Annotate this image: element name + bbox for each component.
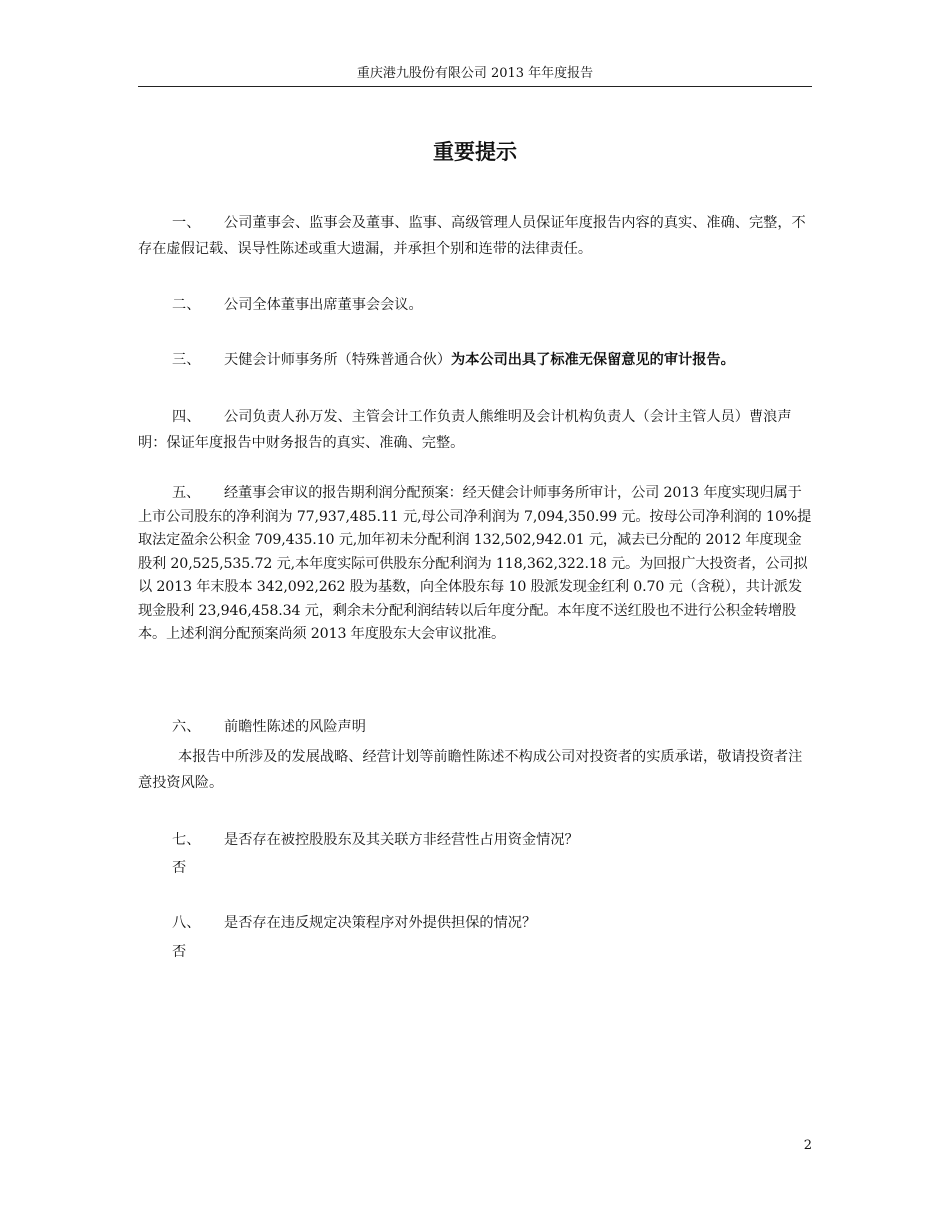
item-8: [138, 910, 812, 936]
page-number: 2: [803, 1138, 812, 1153]
item-6-body: 本报告中所涉及的发展战略、经营计划等前瞻性陈述不构成公司对投资者的实质承诺，敬请投资者注意投资风险。: [138, 749, 803, 791]
item-2-number: 二、: [172, 297, 201, 313]
item-4-number: 四、: [172, 409, 201, 425]
item-4: [138, 404, 812, 456]
item-3-number: 三、: [172, 352, 201, 368]
item-1-text: 公司董事会、监事会及董事、监事、高级管理人员保证年度报告内容的真实、准确、完整，不存在虚假记载、误导性陈述或重大遗漏，并承担个别和连带的法律责任。: [138, 215, 806, 257]
item-7-answer: 否: [172, 860, 187, 876]
running-header: 重庆港九股份有限公司 2013 年年度报告: [356, 66, 594, 81]
item-8-number: 八、: [172, 915, 201, 931]
item-2: [138, 292, 812, 318]
page-title: 重要提示: [433, 140, 517, 164]
item-1: [138, 210, 812, 262]
item-7-text: 是否存在被控股股东及其关联方非经营性占用资金情况？: [224, 832, 579, 848]
item-3-bold-text: 为本公司出具了标准无保留意见的审计报告。: [451, 352, 735, 368]
item-1-number: 一、: [172, 215, 201, 231]
item-8-answer: 否: [172, 944, 187, 960]
item-5: [138, 482, 812, 647]
item-7: [138, 827, 812, 853]
item-6-heading: 前瞻性陈述的风险声明: [224, 719, 366, 735]
item-3-text: 天健会计师事务所（特殊普通合伙）: [224, 352, 452, 368]
item-5-number: 五、: [172, 485, 201, 501]
item-6-number: 六、: [172, 719, 201, 735]
item-6: [138, 714, 812, 740]
item-7-number: 七、: [172, 832, 201, 848]
header-rule: [138, 86, 812, 87]
item-2-text: 公司全体董事出席董事会会议。: [224, 297, 423, 313]
item-4-text: 公司负责人孙万发、主管会计工作负责人熊维明及会计机构负责人（会计主管人员）曹浪声明：保证年度报告中财务报告的真实、准确、完整。: [138, 409, 792, 451]
item-5-text: 经董事会审议的报告期利润分配预案：经天健会计师事务所审计，公司 2013 年度实现归属于上市公司股东的净利润为 77,937,485.11 元,母公司净利润为 7,094,350.99 元。按母公司净利润的 10%提取法定盈余公积金 709,435.10 元,加年初未分配利润 132,502,942.01 元，减去已分配的 2012 年度现金股利 20,525,535.72 元,本年度实际可供股东分配利润为 118,362,322.18 元。为回报广大投资者，公司拟以 2013 年末股本 342,092,262 股为基数，向全体股东每 10 股派发现金红利 0.70 元（含税），共计派发现金股利 23,946,458.34 元，剩余未分配利润结转以后年度分配。本年度不送红股也不进行公积金转增股本。上述利润分配预案尚须 2013 年度股东大会审议批准。: [138, 485, 812, 642]
item-8-text: 是否存在违反规定决策程序对外提供担保的情况？: [224, 915, 537, 931]
item-3: [138, 347, 812, 373]
